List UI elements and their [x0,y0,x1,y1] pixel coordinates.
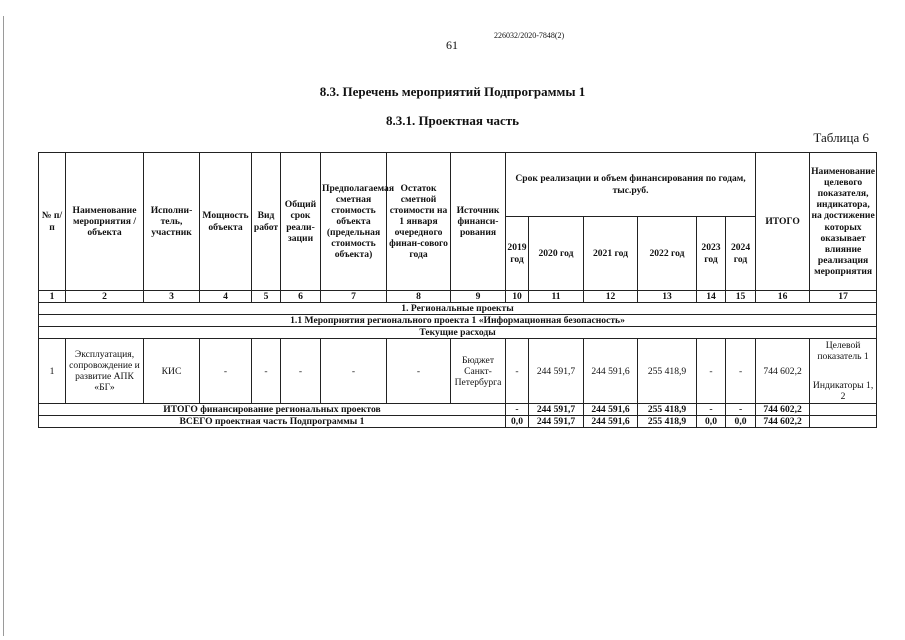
header-year-2023: 2023 год [697,217,726,291]
row-y2020: 244 591,7 [529,339,584,404]
header-year-2024: 2024 год [726,217,756,291]
total-all-y2024: 0,0 [726,416,756,428]
column-number: 16 [756,291,810,303]
row-balance: - [387,339,451,404]
total-all-y2021: 244 591,6 [584,416,638,428]
total-regional-total: 744 602,2 [756,404,810,416]
page-number: 61 [446,38,458,52]
column-number: 4 [200,291,252,303]
header-no: № п/п [39,153,66,291]
row-y2023: - [697,339,726,404]
total-all-y2022: 255 418,9 [638,416,697,428]
header-year-2020: 2020 год [529,217,584,291]
total-regional-y2019: - [506,404,529,416]
document-number: 226032/2020-7848(2) [494,31,565,40]
header-row [39,153,877,217]
row-indicator [810,339,877,404]
header-balance: Остаток сметной стоимости на 1 января очередного финан-сового года [387,153,451,291]
section-title: 8.3. Перечень мероприятий Подпрограммы 1 [319,84,586,99]
column-number: 8 [387,291,451,303]
header-year-2021: 2021 год [584,217,638,291]
column-number-row [39,291,877,303]
row-indicator-list: Индикаторы 1, 2 [812,380,874,403]
column-number: 13 [638,291,697,303]
header-capacity: Мощность объекта [200,153,252,291]
row-source: Бюджет Санкт-Петербурга [451,339,506,404]
table-label: Таблица 6 [813,130,869,145]
column-number: 5 [252,291,281,303]
band-current-row [39,327,877,339]
total-all-y2020: 244 591,7 [529,416,584,428]
header-period-group: Срок реализации и объем финансирования по годам, тыс.руб. [506,153,756,217]
total-all-y2023: 0,0 [697,416,726,428]
row-name: Эксплуатация, сопровождение и развитие АПК «БГ» [66,339,144,404]
subsection-title: 8.3.1. Проектная часть [385,113,520,128]
total-regional-y2020: 244 591,7 [529,404,584,416]
row-term: - [281,339,321,404]
total-regional-y2021: 244 591,6 [584,404,638,416]
column-number: 3 [144,291,200,303]
row-est-cost: - [321,339,387,404]
column-number: 14 [697,291,726,303]
band-project-row [39,315,877,327]
total-regional-y2022: 255 418,9 [638,404,697,416]
band-regional-row [39,303,877,315]
row-work-type: - [252,339,281,404]
row-y2024: - [726,339,756,404]
total-all-indicator [810,416,877,428]
total-regional-y2024: - [726,404,756,416]
total-regional-label: ИТОГО финансирование региональных проектов [39,404,506,416]
column-number: 12 [584,291,638,303]
row-capacity: - [200,339,252,404]
column-number: 9 [451,291,506,303]
row-executor: КИС [144,339,200,404]
header-indicator: Наименование целевого показателя, индикатора, на достижение которых оказывает влияние реализация мероприятия [810,153,877,291]
total-all-y2019: 0,0 [506,416,529,428]
column-number: 17 [810,291,877,303]
band-regional-project-1: 1.1 Мероприятия регионального проекта 1 «Информационная безопасность» [39,315,877,327]
row-y2019: - [506,339,529,404]
column-number: 2 [66,291,144,303]
table-row [39,339,877,404]
header-est-cost: Предполагаемая сметная стоимость объекта (предельная стоимость объекта) [321,153,387,291]
band-regional-projects: 1. Региональные проекты [39,303,877,315]
band-current-expenses: Текущие расходы [39,327,877,339]
row-indicator-target: Целевой показатель 1 [817,340,869,363]
total-regional-indicator [810,404,877,416]
header-name: Наименование мероприятия / объекта [66,153,144,291]
header-term: Общий срок реали-зации [281,153,321,291]
header-executor: Исполни-тель, участник [144,153,200,291]
header-work-type: Вид работ [252,153,281,291]
total-all-total: 744 602,2 [756,416,810,428]
row-total: 744 602,2 [756,339,810,404]
total-all-label: ВСЕГО проектная часть Подпрограммы 1 [39,416,506,428]
header-total: ИТОГО [756,153,810,291]
row-y2022: 255 418,9 [638,339,697,404]
column-number: 6 [281,291,321,303]
header-source: Источник финанси-рования [451,153,506,291]
header-year-2022: 2022 год [638,217,697,291]
column-number: 1 [39,291,66,303]
column-number: 10 [506,291,529,303]
column-number: 7 [321,291,387,303]
header-year-2019: 2019 год [506,217,529,291]
column-number: 15 [726,291,756,303]
row-no: 1 [39,339,66,404]
total-all-row [39,416,877,428]
column-number: 11 [529,291,584,303]
total-regional-row [39,404,877,416]
activities-table [38,152,877,428]
total-regional-y2023: - [697,404,726,416]
scan-edge-line [3,16,4,636]
row-y2021: 244 591,6 [584,339,638,404]
